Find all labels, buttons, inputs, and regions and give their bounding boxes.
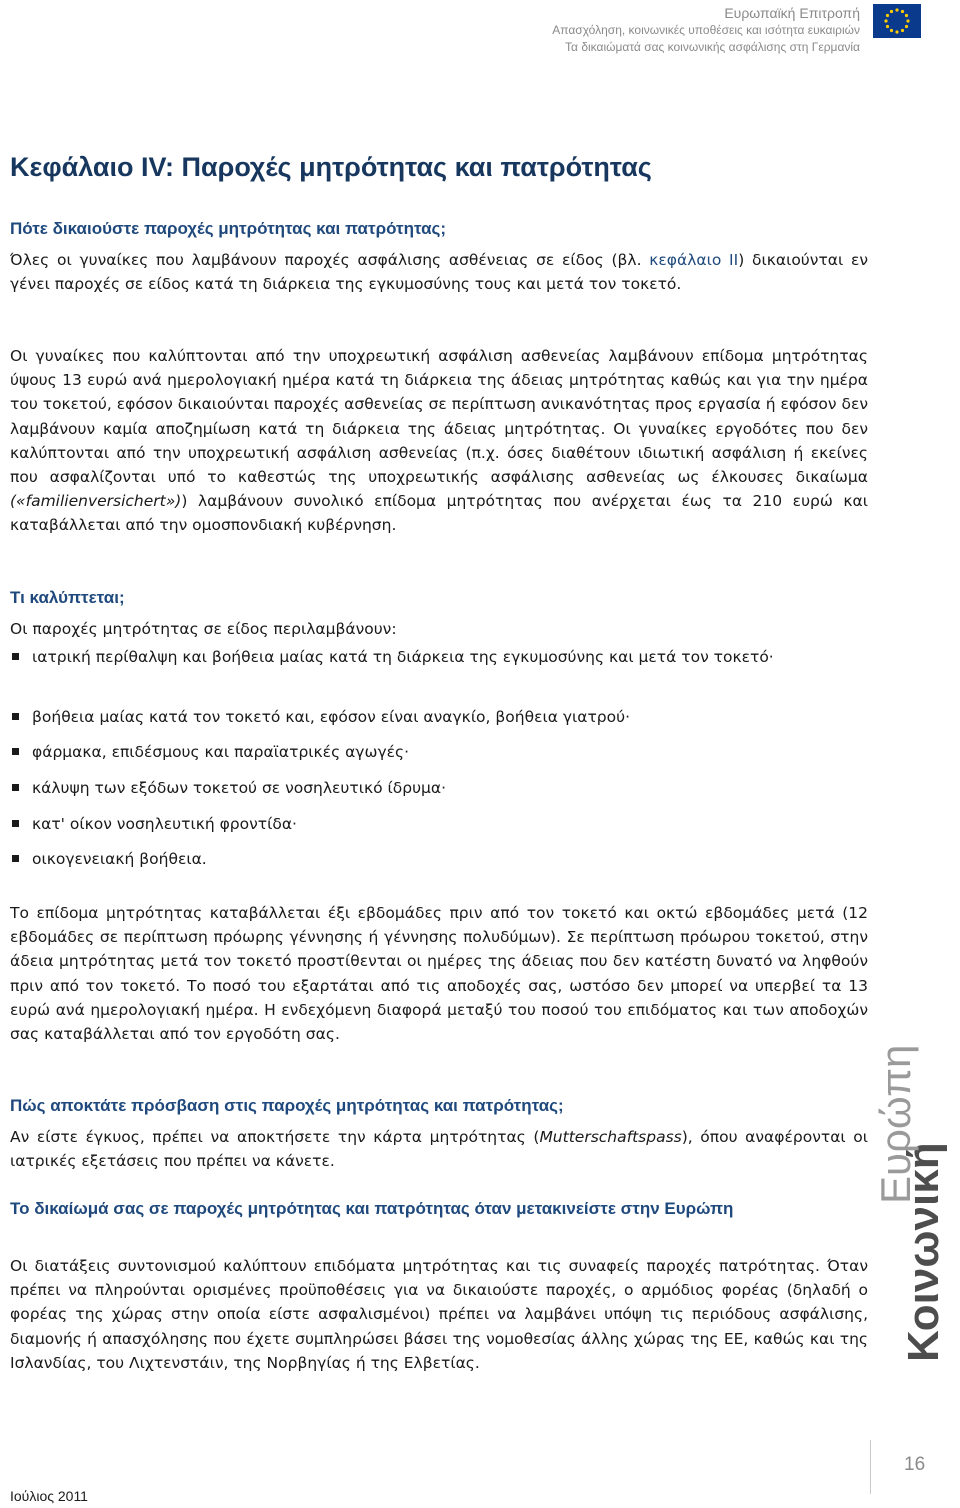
paragraph-access <box>10 1125 868 1173</box>
text-run: ) δικαιούνται εν γένει παροχές σε είδος κατά τη διάρκεια της εγκυμοσύνης τους και μετά τον τοκετό. <box>10 251 869 294</box>
list-item-text: ιατρική περίθαλψη και βοήθεια μαίας κατά τη διάρκεια της εγκυμοσύνης και μετά τον τοκετό· <box>32 648 774 666</box>
paragraph-eligibility-2 <box>10 344 868 538</box>
square-bullet-icon <box>12 855 19 862</box>
logo-word-2: Ευρώπη <box>872 1044 919 1204</box>
chapter-2-link[interactable]: κεφάλαιο II <box>649 251 739 269</box>
list-item-text: οικογενειακή βοήθεια. <box>32 850 207 868</box>
page-number-divider <box>870 1440 871 1494</box>
section-heading-coverage: Τι καλύπτεται; <box>10 588 125 607</box>
section-heading-eligibility: Πότε δικαιούστε παροχές μητρότητας και πατρότητας; <box>10 219 447 238</box>
section-heading-europe: Το δικαίωμά σας σε παροχές μητρότητας και πατρότητας όταν μετακινείστε στην Ευρώπη <box>10 1199 734 1218</box>
square-bullet-icon <box>12 820 19 827</box>
square-bullet-icon <box>12 653 19 660</box>
social-europe-logo <box>872 1022 960 1364</box>
text-run: Όλες οι γυναίκες που λαμβάνουν παροχές ασφάλισης ασθένειας σε είδος (βλ. <box>10 251 650 269</box>
eu-flag-icon <box>873 4 921 38</box>
header-line-1: Ευρωπαϊκή Επιτροπή <box>724 5 860 21</box>
header-line-2: Απασχόληση, κοινωνικές υποθέσεις και ισότητα ευκαιριών <box>552 23 860 37</box>
chapter-title: Κεφάλαιο IV: Παροχές μητρότητας και πατρότητας <box>10 152 652 182</box>
list-item <box>10 740 868 764</box>
list-item-text: κατ' οίκον νοσηλευτική φροντίδα· <box>32 815 297 833</box>
list-item <box>10 705 868 729</box>
paragraph-europe: Οι διατάξεις συντονισμού καλύπτουν επιδόματα μητρότητας και τις συναφείς παροχές πατρότητας. Όταν πρέπει να πληρούνται ορισμένες προϋποθέσεις για να δικαιούστε παροχές, ο αρμόδιος φορέας (δηλαδή ο φορέας της χώρας στην οποία είστε ασφαλισμένοι) πρέπει να λαμβάνει υπόψη τις περιόδους ασφάλισης, διαμονής ή απασχόλησης που έχετε συμπληρώσει βάσει της νομοθεσίας άλλης χώρας της ΕΕ, καθώς και της Ισλανδίας, του Λιχτενστάιν, της Νορβηγίας ή της Ελβετίας. <box>10 1257 868 1372</box>
square-bullet-icon <box>12 713 19 720</box>
italic-term: Mutterschaftspass <box>539 1128 682 1146</box>
paragraph-eligibility-1 <box>10 248 868 296</box>
list-item <box>10 847 868 871</box>
text-run: ) λαμβάνουν συνολικό επίδομα μητρότητας που ανέρχεται έως τα 210 ευρώ και καταβάλλεται από την ομοσπονδιακή κυβέρνηση. <box>10 492 868 535</box>
list-item <box>10 645 868 669</box>
document-header <box>552 4 860 56</box>
square-bullet-icon <box>12 748 19 755</box>
list-item <box>10 812 868 836</box>
page-number: 16 <box>904 1454 926 1475</box>
footer-date: Ιούλιος 2011 <box>10 1488 88 1504</box>
square-bullet-icon <box>12 784 19 791</box>
list-item-text: φάρμακα, επιδέσμους και παραϊατρικές αγωγές· <box>32 743 410 761</box>
paragraph-maternity-allowance: Το επίδομα μητρότητας καταβάλλεται έξι εβδομάδες πριν από τον τοκετό και οκτώ εβδομάδες μετά (12 εβδομάδες σε περίπτωση πρόωρης γέννησης ή γέννησης πολυδύμων). Σε περίπτωση πρόωρου τοκετού, στην άδεια μητρότητας μετά τον τοκετό προστίθενται οι ημέρες της άδειας που δεν κατέστη δυνατό να ληφθούν πριν από τον τοκετό. Το ποσό του εξαρτάται από τις αποδοχές σας, ωστόσο δεν μπορεί να υπερβεί τα 13 ευρώ ανά ημερολογιακή ημέρα. Η ενδεχόμενη διαφορά μεταξύ του ποσού του επιδόματος και των αποδοχών σας καταβάλλεται από τον εργοδότη σας. <box>10 904 868 1044</box>
text-run: Οι γυναίκες που καλύπτονται από την υποχρεωτική ασφάλιση ασθενείας λαμβάνουν επίδομα μητρότητας ύψους 13 ευρώ ανά ημερολογιακή ημέρα κατά τη διάρκεια της άδειας μητρότητας καθώς και για την ημέρα του τοκετού, εφόσον δικαιούνται παροχές ασθενείας σε περίπτωση ανικανότητας προς εργασία ή εφόσον δεν λαμβάνουν καμία αποζημίωση κατά τη διάρκεια της άδειας μητρότητας. Οι γυναίκες εργοδότες που δεν καλύπτονται από την υποχρεωτική ασφάλιση ασθενείας (π.χ. όσες διαθέτουν ιδιωτική ασφάλιση ή εκείνες που ασφαλίζονται υπό το καθεστώς της υποχρεωτικής ασφάλισης ασθενείας ως έλκουσες δικαίωμα <box>10 347 868 487</box>
coverage-intro: Οι παροχές μητρότητας σε είδος περιλαμβάνουν: <box>10 620 397 638</box>
list-item-text: βοήθεια μαίας κατά τον τοκετό και, εφόσον είναι αναγκίο, βοήθεια γιατρού· <box>32 708 631 726</box>
text-run: Αν είστε έγκυος, πρέπει να αποκτήσετε την κάρτα μητρότητας ( <box>10 1128 540 1146</box>
list-item-text: κάλυψη των εξόδων τοκετού σε νοσηλευτικό ίδρυμα· <box>32 779 447 797</box>
section-heading-access: Πώς αποκτάτε πρόσβαση στις παροχές μητρότητας και πατρότητας; <box>10 1096 564 1115</box>
italic-term: («familienversichert») <box>10 492 182 511</box>
text-run: ), όπου αναφέρονται οι ιατρικές εξετάσεις που πρέπει να κάνετε. <box>10 1128 868 1171</box>
logo-word-1: Κοινωνική <box>899 1142 948 1362</box>
header-line-3: Τα δικαιώματά σας κοινωνικής ασφάλισης στη Γερμανία <box>565 40 860 54</box>
list-item <box>10 776 868 800</box>
